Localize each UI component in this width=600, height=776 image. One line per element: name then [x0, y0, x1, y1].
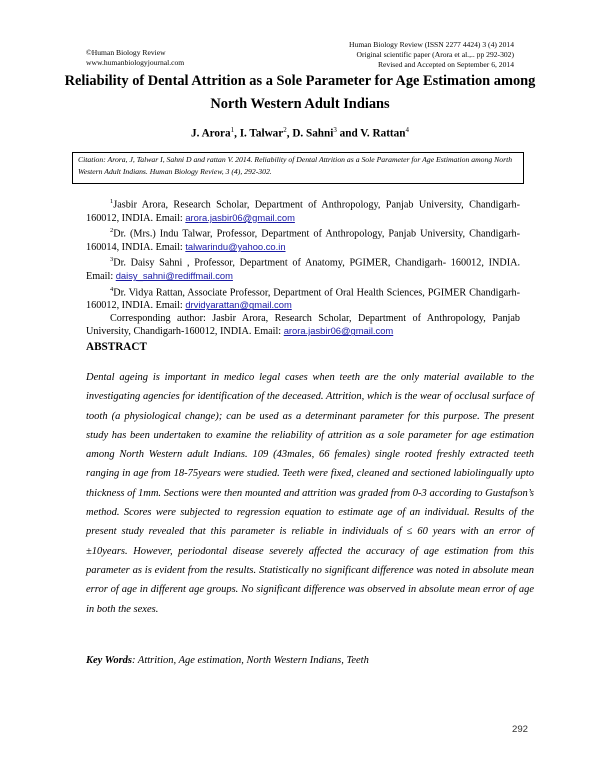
citation-box: Citation: Arora, J, Talwar I, Sahni D and rattan V. 2014. Reliability of Dental Attrition as a Sole Parameter for Age Estimation among North Western Adult Indians. Human Biology Review, 3 (4), 292-302.	[72, 152, 524, 184]
author-name: D. Sahni	[292, 127, 334, 140]
affiliation-item	[86, 254, 520, 283]
keywords-text: : Attrition, Age estimation, North Western Indians, Teeth	[132, 655, 369, 666]
keywords	[86, 655, 369, 666]
keywords-label: Key Words	[86, 655, 132, 666]
email-link[interactable]: talwarindu@yahoo.co.in	[185, 241, 286, 252]
journal-header-left	[86, 48, 184, 68]
affiliations	[86, 196, 520, 339]
corresponding-author	[86, 313, 520, 339]
abstract-body: Dental ageing is important in medico legal cases when teeth are the only material available to the investigating agencies for identification of the deceased. Attrition, which is the wear of occlusal surface of tooth (a physiological change); can be used as a determinant parameter for this purpose. The present study has been undertaken to examine the reliability of attrition as a sole parameter for age estimation among North Western adult Indians. 109 (43males, 66 females) single rooted freshly extracted teeth ranging in age from 18-75years were studied. Teeth were fixed, cleaned and sectioned labiolingually upto thickness of 1mm. Sections were then mounted and attrition was graded from 0-3 according to Gustafson’s method. Scores were subjected to regression equation to estimate age of an individual. Results of the present study revealed that this parameter is reliable in individuals of ≤ 60 years with an error of ±10years. However, periodontal disease severely affected the accuracy of age estimation from this parameter as is evident from the results. Statistically no significant difference was noted in absolute mean error of age in different age groups. No significant difference was observed in absolute mean error of age in both the sexes.	[86, 372, 534, 615]
corresponding-text: Corresponding author: Jasbir Arora, Research Scholar, Department of Anthropology, Panjab University, Chandigarh-160012, INDIA. Email:	[86, 312, 520, 338]
author-affil-sup: 1	[230, 126, 235, 134]
author-separator: ,	[234, 127, 240, 140]
paper-type-line: Original scientific paper (Arora et al.,.. pp 292-302)	[356, 50, 514, 59]
journal-issn-line: Human Biology Review (ISSN 2277 4424) 3 (4) 2014	[349, 40, 514, 49]
affiliation-item	[86, 225, 520, 254]
author-separator: ,	[286, 127, 293, 140]
affiliation-sup: 1	[110, 198, 114, 205]
author-name: V. Rattan	[360, 127, 406, 140]
acceptance-line: Revised and Accepted on September 6, 2014	[377, 60, 514, 69]
title-line-1: Reliability of Dental Attrition as a Sole Parameter for Age Estimation among	[64, 73, 536, 89]
email-link[interactable]: arora.jasbir06@gmail.com	[283, 325, 394, 337]
affiliation-text: Dr. Vidya Rattan, Associate Professor, Department of Oral Health Sciences, PGIMER Chandigarh- 160012, INDIA. Email:	[86, 287, 520, 312]
affiliation-sup: 3	[110, 256, 114, 264]
author-name: I. Talwar	[239, 127, 284, 140]
affiliation-text: Dr. Daisy Sahni , Professor, Department of Anatomy, PGIMER, Chandigarh- 160012, INDIA. Email:	[86, 257, 520, 283]
author-affil-sup: 3	[333, 126, 337, 134]
email-link[interactable]: arora.jasbir06@gmail.com	[185, 211, 295, 223]
abstract-heading: ABSTRACT	[86, 341, 147, 353]
title-line-2: North Western Adult Indians	[210, 96, 390, 112]
author-name: J. Arora	[191, 127, 231, 140]
affiliation-item	[86, 284, 520, 313]
affiliation-sup: 2	[110, 227, 114, 235]
email-link[interactable]: daisy_sahni@rediffmail.com	[115, 270, 233, 282]
journal-header-right	[349, 40, 514, 70]
author-separator: and	[336, 127, 361, 140]
affiliation-sup: 4	[110, 285, 114, 293]
affiliation-text: Dr. (Mrs.) Indu Talwar, Professor, Department of Anthropology, Panjab University, Chandigarh- 160014, INDIA. Email:	[86, 228, 520, 253]
author-list	[86, 126, 514, 140]
email-link[interactable]: drvidyarattan@gmail.com	[185, 299, 292, 311]
paper-title	[62, 70, 538, 116]
author-affil-sup: 2	[283, 126, 287, 134]
affiliation-text: Jasbir Arora, Research Scholar, Department of Anthropology, Panjab University, Chandigarh-160012, INDIA. Email:	[86, 199, 520, 224]
page-number: 292	[511, 724, 528, 735]
affiliation-item	[86, 196, 520, 225]
journal-website: www.humanbiologyjournal.com	[86, 58, 185, 67]
copyright-line: ©Human Biology Review	[86, 48, 166, 57]
author-affil-sup: 4	[405, 126, 409, 134]
